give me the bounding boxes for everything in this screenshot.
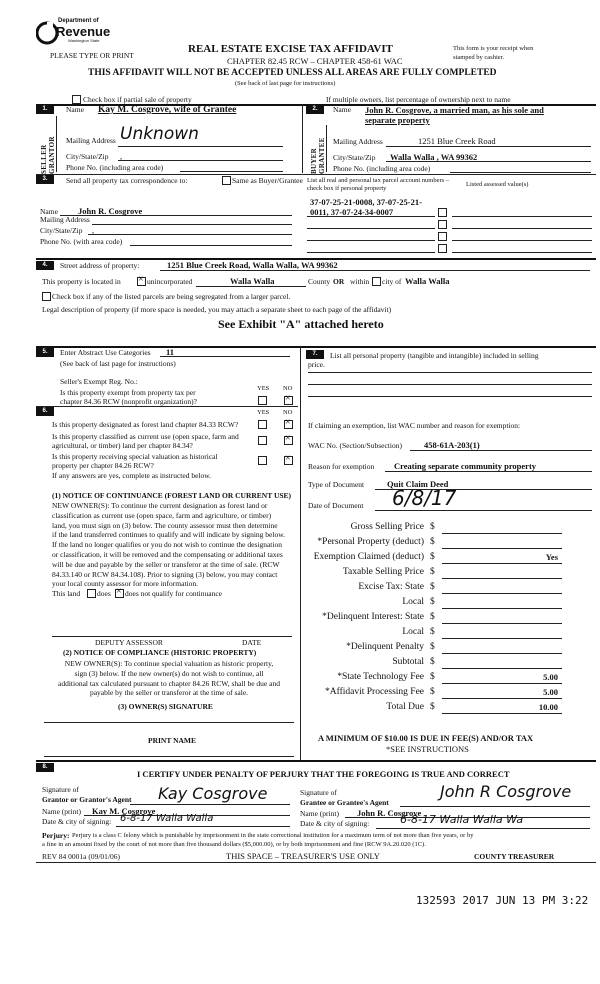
s6-q3-yes-checkbox[interactable]: [258, 456, 267, 465]
grantee-date-label: Date & city of signing:: [300, 819, 370, 828]
s6-q1-yes-checkbox[interactable]: [258, 420, 267, 429]
s5-no-header: NO: [283, 385, 293, 392]
doc-type-label: Type of Document: [308, 480, 365, 489]
land-does-not-checkbox[interactable]: [115, 589, 124, 598]
s6-q2-yes-checkbox[interactable]: [258, 436, 267, 445]
deputy-assessor-label: DEPUTY ASSESSOR: [95, 638, 163, 647]
treasurer-space: THIS SPACE – TREASURER'S USE ONLY: [226, 851, 380, 861]
qualify-label: qualify for continuance: [152, 589, 222, 598]
grantor-signature: Kay Cosgrove: [158, 784, 268, 803]
certify-statement: I CERTIFY UNDER PENALTY OF PERJURY THAT THE FOREGOING IS TRUE AND CORRECT: [137, 769, 510, 779]
revenue-logo: [36, 16, 111, 46]
grantor-date-label: Date & city of signing:: [42, 817, 112, 826]
form-title: REAL ESTATE EXCISE TAX AFFIDAVIT: [188, 43, 393, 55]
tax-row: [300, 565, 596, 580]
s5-q1-yes-checkbox[interactable]: [258, 396, 267, 405]
s6-q1: Is this property designated as forest land chapter 84.33 RCW?: [52, 420, 239, 429]
notice-1-line: your local county assessor for more information.: [52, 579, 199, 589]
tax-label: Local: [402, 597, 424, 607]
abstract-value: 11: [166, 347, 175, 357]
county-treasurer-label: COUNTY TREASURER: [474, 852, 555, 861]
tax-row: [300, 520, 596, 535]
street-label: Street address of property:: [60, 261, 140, 270]
tax-label: Exemption Claimed (deduct): [313, 552, 424, 562]
tax-label: Subtotal: [392, 657, 424, 667]
unincorporated-checkbox[interactable]: [137, 277, 146, 286]
please-type: PLEASE TYPE OR PRINT: [50, 51, 134, 60]
tax-row: [300, 610, 596, 625]
buyer-side-label: BUYER GRANTEE: [310, 137, 326, 174]
personal-property-checkbox-2[interactable]: [438, 220, 447, 229]
seller-side-label: SELLER GRANTOR: [40, 136, 56, 174]
grantor-name: Kay M. Cosgrove: [92, 806, 156, 816]
grantee-agent-label: Grantee or Grantee's Agent: [300, 798, 389, 807]
notice-1-body: [52, 501, 298, 589]
buyer-mail-label: Mailing Address: [333, 137, 383, 146]
tax-label: Taxable Selling Price: [342, 567, 424, 577]
tax-label: Excise Tax: State: [358, 582, 424, 592]
s5-yes-header: YES: [257, 385, 270, 392]
section-8-number: 8.: [36, 763, 54, 772]
perjury-label: Perjury:: [42, 831, 70, 840]
s6-q3-no-checkbox[interactable]: [284, 456, 293, 465]
s5-q1-no-checkbox[interactable]: [284, 396, 293, 405]
street-address: 1251 Blue Creek Road, Walla Walla, WA 99362: [167, 260, 338, 270]
grantee-name-label: Name (print): [300, 809, 339, 818]
s5-q1-line1: Is this property exempt from property tax per: [60, 388, 196, 397]
section-4-number: 4.: [36, 261, 54, 270]
chapter: CHAPTER 82.45 RCW – CHAPTER 458-61 WAC: [227, 56, 403, 66]
buyer-name-2: separate property: [365, 115, 430, 125]
does-not-label: does not: [125, 589, 151, 598]
tax-label: *Affidavit Processing Fee: [324, 687, 424, 697]
see-instructions: *SEE INSTRUCTIONS: [386, 744, 469, 754]
grantee-sig-of: Signature of: [300, 788, 337, 797]
city-of-label: city of: [382, 277, 402, 286]
buyer-phone-label: Phone No. (including area code): [333, 164, 431, 173]
s5-q1-line2: chapter 84.36 RCW (nonprofit organization)?: [60, 397, 197, 406]
abstract-label: Enter Abstract Use Categories: [60, 348, 151, 357]
s3-city: ,: [92, 225, 95, 235]
tax-row: [300, 595, 596, 610]
minimum-fee-notice: A MINIMUM OF $10.00 IS DUE IN FEE(S) AND/OR TAX: [318, 733, 534, 743]
partial-sale-label: Check box if partial sale of property: [83, 95, 192, 104]
s6-q2-line2: agricultural, or timber) land per chapter 84.34?: [52, 441, 193, 450]
buyer-name-label: Name: [333, 105, 351, 114]
buyer-city-label: City/State/Zip: [333, 153, 376, 162]
currency-symbol: $: [430, 627, 435, 637]
seller-mail-label: Mailing Address: [66, 136, 116, 145]
tax-row: [300, 685, 596, 700]
tax-value: 10.00: [538, 702, 558, 712]
personal-property-label: List all personal property (tangible and intangible) included in selling price.: [308, 351, 539, 369]
this-land-label: This land: [52, 589, 81, 598]
tax-row: [300, 670, 596, 685]
logo-dept: Department of: [58, 18, 99, 24]
exhibit-reference: See Exhibit "A" attached hereto: [218, 317, 384, 331]
notice-2-line: payable by the seller or transferor at the time of sale.: [89, 688, 249, 698]
tax-row: [300, 625, 596, 640]
tax-row: [300, 640, 596, 655]
segregated-label: Check box if any of the listed parcels are being segregated from a larger parcel.: [52, 292, 291, 301]
county-name: Walla Walla: [230, 276, 275, 286]
exempt-reg-label: Seller's Exempt Reg. No.:: [60, 377, 138, 386]
abstract-seeback: (See back of last page for instructions): [60, 359, 176, 368]
s6-yes-header: YES: [257, 409, 270, 416]
notice-1-line: if the land transferred continues to qualify and will indicate by signing below.: [52, 530, 285, 540]
personal-property-checkbox-1[interactable]: [438, 208, 447, 217]
multiple-owners: If multiple owners, list percentage of ownership next to name: [326, 95, 511, 104]
currency-symbol: $: [430, 597, 435, 607]
notice-1-title: (1) NOTICE OF CONTINUANCE (FOREST LAND OR CURRENT USE): [52, 491, 292, 500]
wac-no-label: WAC No. (Section/Subsection): [308, 441, 402, 450]
s3-name: John R. Cosgrove: [78, 206, 143, 216]
section-1-number: 1.: [36, 105, 54, 114]
buyer-mail: 1251 Blue Creek Road: [418, 136, 496, 146]
parcels-line-2: 0011, 37-07-24-34-0007: [310, 207, 394, 217]
tax-label: *State Technology Fee: [337, 672, 424, 682]
s6-q4: If any answers are yes, complete as instructed below.: [52, 471, 212, 480]
logo-sub: Washington State: [68, 38, 100, 43]
notice-1-line: classification as current use (open space, farm and agriculture, or timber): [52, 510, 272, 520]
perjury-line-2: a fine in an amount fixed by the court of not more than five thousand dollars ($5,000.00), or by both imprisonment and fine (RCW 9A.20.020 (1C).: [42, 841, 426, 848]
wac-number: 458-61A-203(1): [424, 440, 480, 450]
doc-type-value: Quit Claim Deed: [387, 479, 449, 489]
assessed-values-label: Listed assessed value(s): [466, 181, 529, 188]
notice-1-line: 84.33.140 or RCW 84.34.108). Prior to signing (3) below, you may contact: [52, 569, 278, 579]
s6-q3-line1: Is this property receiving special valuation as historical: [52, 452, 218, 461]
grantor-agent-label: Grantor or Grantor's Agent: [42, 795, 132, 804]
same-as-buyer-label: Same as Buyer/Grantee: [232, 176, 303, 185]
date-label: DATE: [242, 638, 262, 647]
grantee-signature: John R Cosgrove: [440, 782, 572, 801]
notice-1-line: If the land no longer qualifies or you do not wish to continue the designation: [52, 540, 282, 550]
buyer-name-1: John R. Cosgrove, a married man, as his sole and: [365, 105, 544, 115]
grantor-sig-of: Signature of: [42, 785, 79, 794]
notice-1-line: or classification, it will be removed and the compensating or additional taxes: [52, 549, 283, 559]
s6-no-header: NO: [283, 409, 293, 416]
notice-2-body: [44, 659, 294, 698]
s6-q2-no-checkbox[interactable]: [284, 436, 293, 445]
seller-city-label: City/State/Zip: [66, 152, 109, 161]
wac-claim-label: If claiming an exemption, list WAC number and reason for exemption:: [308, 421, 521, 430]
currency-symbol: $: [430, 657, 435, 667]
reason-label: Reason for exemption: [308, 462, 375, 471]
seller-mail: Unknown: [120, 124, 199, 144]
tax-value: 5.00: [543, 672, 558, 682]
s3-phone-label: Phone No. (with area code): [40, 237, 123, 246]
currency-symbol: $: [430, 582, 435, 592]
legal-description-label: Legal description of property (if more space is needed, you may attach a separate sheet to each page of the affidavit): [42, 305, 392, 314]
section-2-number: 2.: [306, 105, 324, 114]
or-label: OR: [333, 277, 345, 286]
tax-row: [300, 535, 596, 550]
section-7-number: 7.: [306, 350, 324, 359]
currency-symbol: $: [430, 567, 435, 577]
notice-2-line: NEW OWNER(S): To continue special valuation as historic property,: [64, 659, 274, 668]
seller-name: Kay M. Cosgrove, wife of Grantee: [98, 105, 237, 115]
see-back: (See back of last page for instructions): [235, 80, 336, 87]
parcels-line-1: 37-07-25-21-0008, 37-07-25-21-: [310, 197, 422, 207]
notice-1-line: will be due and payable by the seller or transferor at the time of sale. (RCW: [52, 559, 280, 569]
doc-date-label: Date of Document: [308, 501, 364, 510]
city-name: Walla Walla: [405, 276, 450, 286]
s6-q2-line1: Is this property classified as current use (open space, farm and: [52, 432, 239, 441]
tax-row: [300, 700, 596, 715]
tax-table: [300, 520, 596, 716]
notice-2-line: additional tax calculated pursuant to chapter 84.26 RCW, shall be due and: [58, 678, 280, 688]
same-as-buyer-checkbox[interactable]: [222, 176, 231, 185]
seller-phone-label: Phone No. (including area code): [66, 163, 164, 172]
tax-value: 5.00: [543, 687, 558, 697]
notice-1-line: NEW OWNER(S): To continue the current designation as forest land or: [52, 501, 268, 510]
currency-symbol: $: [430, 552, 435, 562]
tax-label: Total Due: [386, 702, 424, 712]
tax-row: [300, 550, 596, 565]
s3-mail-label: Mailing Address: [40, 215, 90, 224]
send-correspondence: Send all property tax correspondence to:: [66, 176, 188, 185]
owner-signature-label: (3) OWNER(S) SIGNATURE: [118, 702, 213, 711]
parcel-list-label: List all real and personal tax parcel account numbers – check box if personal property: [307, 177, 450, 192]
grantee-date-city: 6-8-17 Walla Walla Wa: [400, 813, 524, 826]
tax-row: [300, 655, 596, 670]
personal-property-checkbox-3[interactable]: [438, 232, 447, 241]
section-5-number: 5.: [36, 348, 54, 357]
logo-name: Revenue: [56, 24, 111, 39]
located-label: This property is located in: [42, 277, 121, 286]
print-name-label: PRINT NAME: [148, 736, 196, 745]
currency-symbol: $: [430, 672, 435, 682]
s6-q1-no-checkbox[interactable]: [284, 420, 293, 429]
currency-symbol: $: [430, 537, 435, 547]
grantor-date-city: 6-8-17 Walla Walla: [120, 813, 214, 824]
recording-stamp: 132593 2017 JUN 13 PM 3:22: [416, 894, 589, 907]
s3-city-label: City/State/Zip: [40, 226, 83, 235]
warning: THIS AFFIDAVIT WILL NOT BE ACCEPTED UNLESS ALL AREAS ARE FULLY COMPLETED: [88, 68, 497, 78]
currency-symbol: $: [430, 522, 435, 532]
city-of-checkbox[interactable]: [372, 277, 381, 286]
tax-row: [300, 580, 596, 595]
s6-q3-line2: property per chapter 84.26 RCW?: [52, 461, 154, 470]
form-revision: REV 84 0001a (09/01/06): [42, 852, 120, 861]
currency-symbol: $: [430, 642, 435, 652]
seller-name-label: Name: [66, 105, 84, 114]
currency-symbol: $: [430, 687, 435, 697]
s3-name-label: Name: [40, 207, 58, 216]
personal-property-checkbox-4[interactable]: [438, 244, 447, 253]
unincorporated-label: unincorporated: [147, 277, 193, 286]
grantor-name-label: Name (print): [42, 807, 81, 816]
tax-label: Gross Selling Price: [350, 522, 424, 532]
notice-1-line: land, you must sign on (3) below. The county assessor must then determine: [52, 520, 278, 530]
tax-label: *Personal Property (deduct): [317, 537, 424, 547]
does-label: does: [97, 589, 111, 598]
perjury-line-1: Perjury is a class C felony which is punishable by imprisonment in the state correctional institution for a maximum term of not more than five years, or by: [72, 832, 474, 839]
currency-symbol: $: [430, 612, 435, 622]
seller-city: ,: [120, 151, 123, 161]
tax-label: *Delinquent Penalty: [346, 642, 424, 652]
within-label: within: [350, 277, 370, 286]
partial-sale-checkbox[interactable]: [72, 95, 81, 104]
doc-date-value: 6/8/17: [392, 486, 457, 510]
section-6-number: 6.: [36, 407, 54, 416]
section-3-number: 3.: [36, 175, 54, 184]
notice-2-title: (2) NOTICE OF COMPLIANCE (HISTORIC PROPERTY): [63, 648, 257, 657]
buyer-city: Walla Walla , WA 99362: [390, 152, 478, 162]
tax-value: Yes: [545, 552, 558, 562]
segregated-checkbox[interactable]: [42, 292, 51, 301]
land-does-checkbox[interactable]: [87, 589, 96, 598]
notice-2-line: sign (3) below. If the new owner(s) do not wish to continue, all: [74, 668, 264, 678]
grantee-name: John R. Cosgrove: [357, 808, 422, 818]
county-label: County: [308, 277, 331, 286]
reason-value: Creating separate community property: [394, 461, 537, 471]
tax-label: *Delinquent Interest: State: [322, 612, 424, 622]
currency-symbol: $: [430, 702, 435, 712]
tax-label: Local: [402, 627, 424, 637]
receipt-note: This form is your receipt when stamped by cashier.: [453, 45, 534, 61]
